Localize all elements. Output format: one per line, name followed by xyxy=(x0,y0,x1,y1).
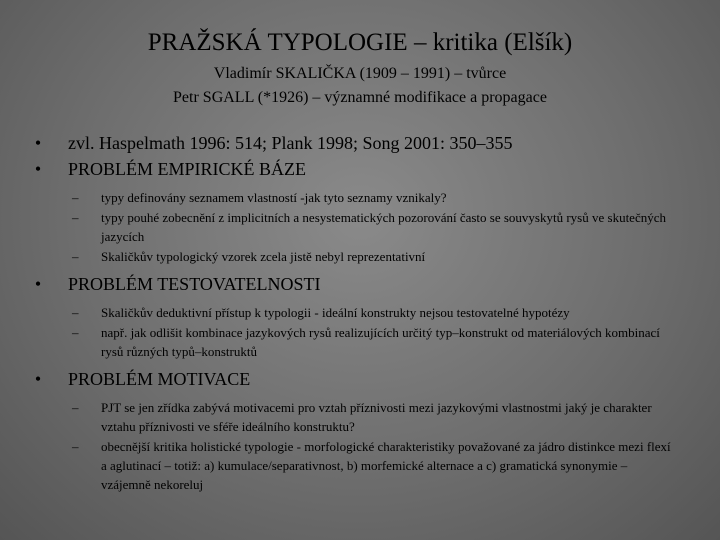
dash-icon: – xyxy=(72,325,79,340)
sub-bullet-text: typy pouhé zobecnění z implicitních a nesystematických pozorování často se souvyskytů rysů ve skutečných jazycích xyxy=(101,210,666,244)
sub-bullet-item xyxy=(28,247,688,266)
sub-bullet-item xyxy=(28,437,688,494)
bullet-item xyxy=(28,132,688,154)
bullet-item xyxy=(28,158,688,180)
bullet-item xyxy=(28,368,688,390)
bullet-icon: • xyxy=(34,133,42,153)
bullet-icon: • xyxy=(34,369,42,389)
bullet-icon: • xyxy=(34,159,42,179)
bullet-text: PROBLÉM TESTOVATELNOSTI xyxy=(68,274,321,294)
bullet-text: zvl. Haspelmath 1996: 514; Plank 1998; Song 2001: 350–355 xyxy=(68,133,513,153)
sub-bullet-item xyxy=(28,398,688,436)
bullet-text: PROBLÉM MOTIVACE xyxy=(68,369,251,389)
sub-bullet-item xyxy=(28,323,688,361)
slide-title: PRAŽSKÁ TYPOLOGIE – kritika (Elšík) xyxy=(147,29,573,56)
sub-bullet-item xyxy=(28,303,688,322)
slide-content xyxy=(28,132,688,495)
sub-bullet-text: Skaličkův typologický vzorek zcela jistě nebyl reprezentativní xyxy=(101,249,426,264)
bullet-icon: • xyxy=(34,274,42,294)
dash-icon: – xyxy=(72,210,79,225)
sub-bullet-text: obecnější kritika holistické typologie - morfologické charakteristiky považované za jádro distinkce mezi flexí a aglutinací – totiž: a) kumulace/separativnost, b) morfemické alternace a c) gramatická synonymie – vzájemně nekoreluj xyxy=(101,439,671,492)
subtitle-sgall: Petr SGALL (*1926) – významné modifikace a propagace xyxy=(173,89,547,106)
sub-bullet-text: Skaličkův deduktivní přístup k typologii - ideální konstrukty nejsou testovatelné hypotézy xyxy=(101,305,570,320)
sub-bullet-item xyxy=(28,188,688,207)
sub-bullet-text: PJT se jen zřídka zabývá motivacemi pro vztah příznivosti mezi jazykovými vlastnostmi jaký je charakter vztahu příznivosti ve sféře ideálního konstruktu? xyxy=(101,400,652,434)
dash-icon: – xyxy=(72,439,79,454)
dash-icon: – xyxy=(72,249,79,264)
dash-icon: – xyxy=(72,190,79,205)
sub-bullet-item xyxy=(28,208,688,246)
bullet-text: PROBLÉM EMPIRICKÉ BÁZE xyxy=(68,159,307,179)
sub-bullet-text: např. jak odlišit kombinace jazykových rysů realizujících určitý typ–konstrukt od materiálových kombinací rysů různých typů–konstruktů xyxy=(101,325,660,359)
sub-bullet-text: typy definovány seznamem vlastností -jak tyto seznamy vznikaly? xyxy=(101,190,447,205)
bullet-item xyxy=(28,273,688,295)
subtitle-skalicka: Vladimír SKALIČKA (1909 – 1991) – tvůrce xyxy=(213,65,507,82)
dash-icon: – xyxy=(72,305,79,320)
dash-icon: – xyxy=(72,400,79,415)
